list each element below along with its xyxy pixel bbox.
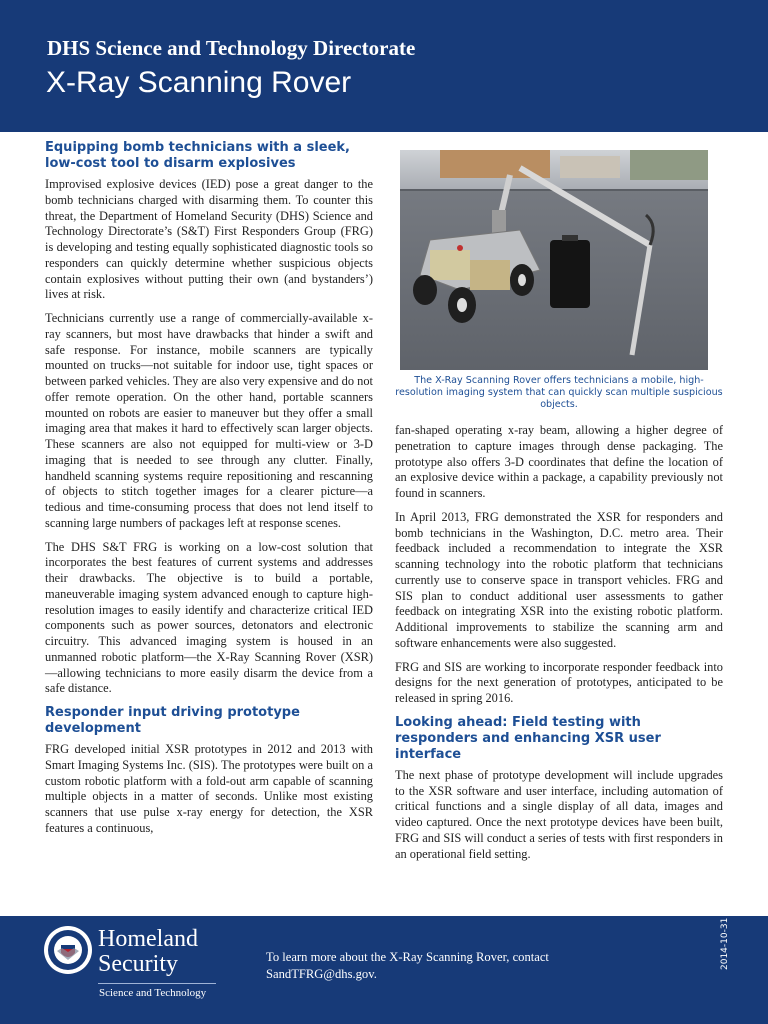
paragraph-next-generation: FRG and SIS are working to incorporate responder feedback into designs for the next generation of prototypes, anticipated to be released in spring 2016.: [395, 659, 723, 705]
header-banner: [0, 0, 768, 132]
right-column: [395, 150, 723, 870]
logo-divider: [98, 983, 216, 984]
dhs-seal-icon: [43, 925, 93, 975]
paragraph-current-scanners: Technicians currently use a range of commercially-available x-ray scanners, but most have drawbacks that hinder a swift and safe response. For instance, mobile scanners are typically mounted on trucks—not suitable for indoor use, tight spaces or between parked vehicles. They are also very expensive and do not offer remote operation. On the other hand, portable scanners mounted on robots are easier to maneuver but they offer a small imaging area that makes it hard to effectively scan larger objects. These scanners are also not equipped for multi-view or 3-D imaging that is needed to see through any clutter. Finally, handheld scanning systems require repositioning and rescanning of objects to stitch together images for a clearer picture—a tedious and time-consuming process that does not lend itself to scanning large numbers of packages left at response scenes.: [45, 311, 373, 530]
date-code: 2014-10-31: [720, 917, 730, 970]
paragraph-ied-threat: Improvised explosive devices (IED) pose a great danger to the bomb technicians charged with disarming them. To counter this threat, the Department of Homeland Security (DHS) Science and Technology Directorate’s (S&T) First Responders Group (FRG) is developing and testing equally sophisticated diagnostic tools so responders can quickly determine whether suspicious objects contain explosives without putting their own (and bystanders’) lives at risk.: [45, 177, 373, 302]
paragraph-prototypes: FRG developed initial XSR prototypes in 2012 and 2013 with Smart Imaging Systems Inc. (SIS). The prototypes were built on a custom robotic platform with a fold-out arm capable of scanning multiple objects in a matter of seconds. Unlike most existing scanners that use pulse x-ray energy for detection, the XSR features a continuous,: [45, 742, 373, 835]
agency-name-line1: Homeland: [98, 926, 198, 952]
rover-photo: [400, 150, 708, 370]
agency-name-line2: Security: [98, 951, 178, 977]
contact-text: To learn more about the X-Ray Scanning Rover, contact SandTFRG@dhs.gov.: [266, 950, 549, 981]
paragraph-low-cost-solution: The DHS S&T FRG is working on a low-cost solution that incorporates the best features of current systems and addresses their drawbacks. The objective is to build a portable, maneuverable imaging system advanced enough to capture high-resolution images to easily identify and characterize critical IED components such as power sources, detonators and electronic circuitry. This advanced imaging system is housed in an unmanned robotic platform—the X-Ray Scanning Rover (XSR)—allowing technicians to more easily disarm the device from a safe distance.: [45, 539, 373, 696]
section-heading-responder-input: Responder input driving prototype development: [45, 705, 300, 736]
paragraph-fan-beam: fan-shaped operating x-ray beam, allowing a higher degree of penetration to capture images through dense packaging. The prototype also offers 3-D coordinates that define the location of an explosive device within a package, a capability previously not found in scanners.: [395, 423, 723, 500]
directorate-name: DHS Science and Technology Directorate: [47, 36, 416, 60]
footer-banner: [0, 916, 768, 1024]
paragraph-next-phase: The next phase of prototype development will include upgrades to the XSR software and user interface, including automation of critical functions and a single display of all data, images and video captured. Once the next prototype devices have been built, FRG and SIS will conduct a series of tests with first responders in an operational field setting.: [395, 767, 723, 861]
photo-caption: The X-Ray Scanning Rover offers technicians a mobile, high-resolution imaging system that can quickly scan multiple suspicious objects.: [395, 375, 723, 410]
section-heading-equipping: Equipping bomb technicians with a sleek, low-cost tool to disarm explosives: [45, 140, 350, 171]
paragraph-demonstration: In April 2013, FRG demonstrated the XSR for responders and bomb technicians in the Washington, D.C. metro area. Their feedback included a recommendation to integrate the XSR scanning technology into the robotic platform that technicians currently use to conserve space in transport vehicles. FRG and SIS plan to conduct additional user assessments to gather feedback on integrating XSR into the existing robotic platform. Additional improvements to stabilize the scanning arm and software enhancements were also suggested.: [395, 509, 723, 650]
section-heading-looking-ahead: Looking ahead: Field testing with responders and enhancing XSR user interface: [395, 714, 661, 762]
page-title: X-Ray Scanning Rover: [46, 66, 352, 99]
left-column: [45, 140, 373, 845]
agency-subtitle: Science and Technology: [99, 987, 207, 999]
